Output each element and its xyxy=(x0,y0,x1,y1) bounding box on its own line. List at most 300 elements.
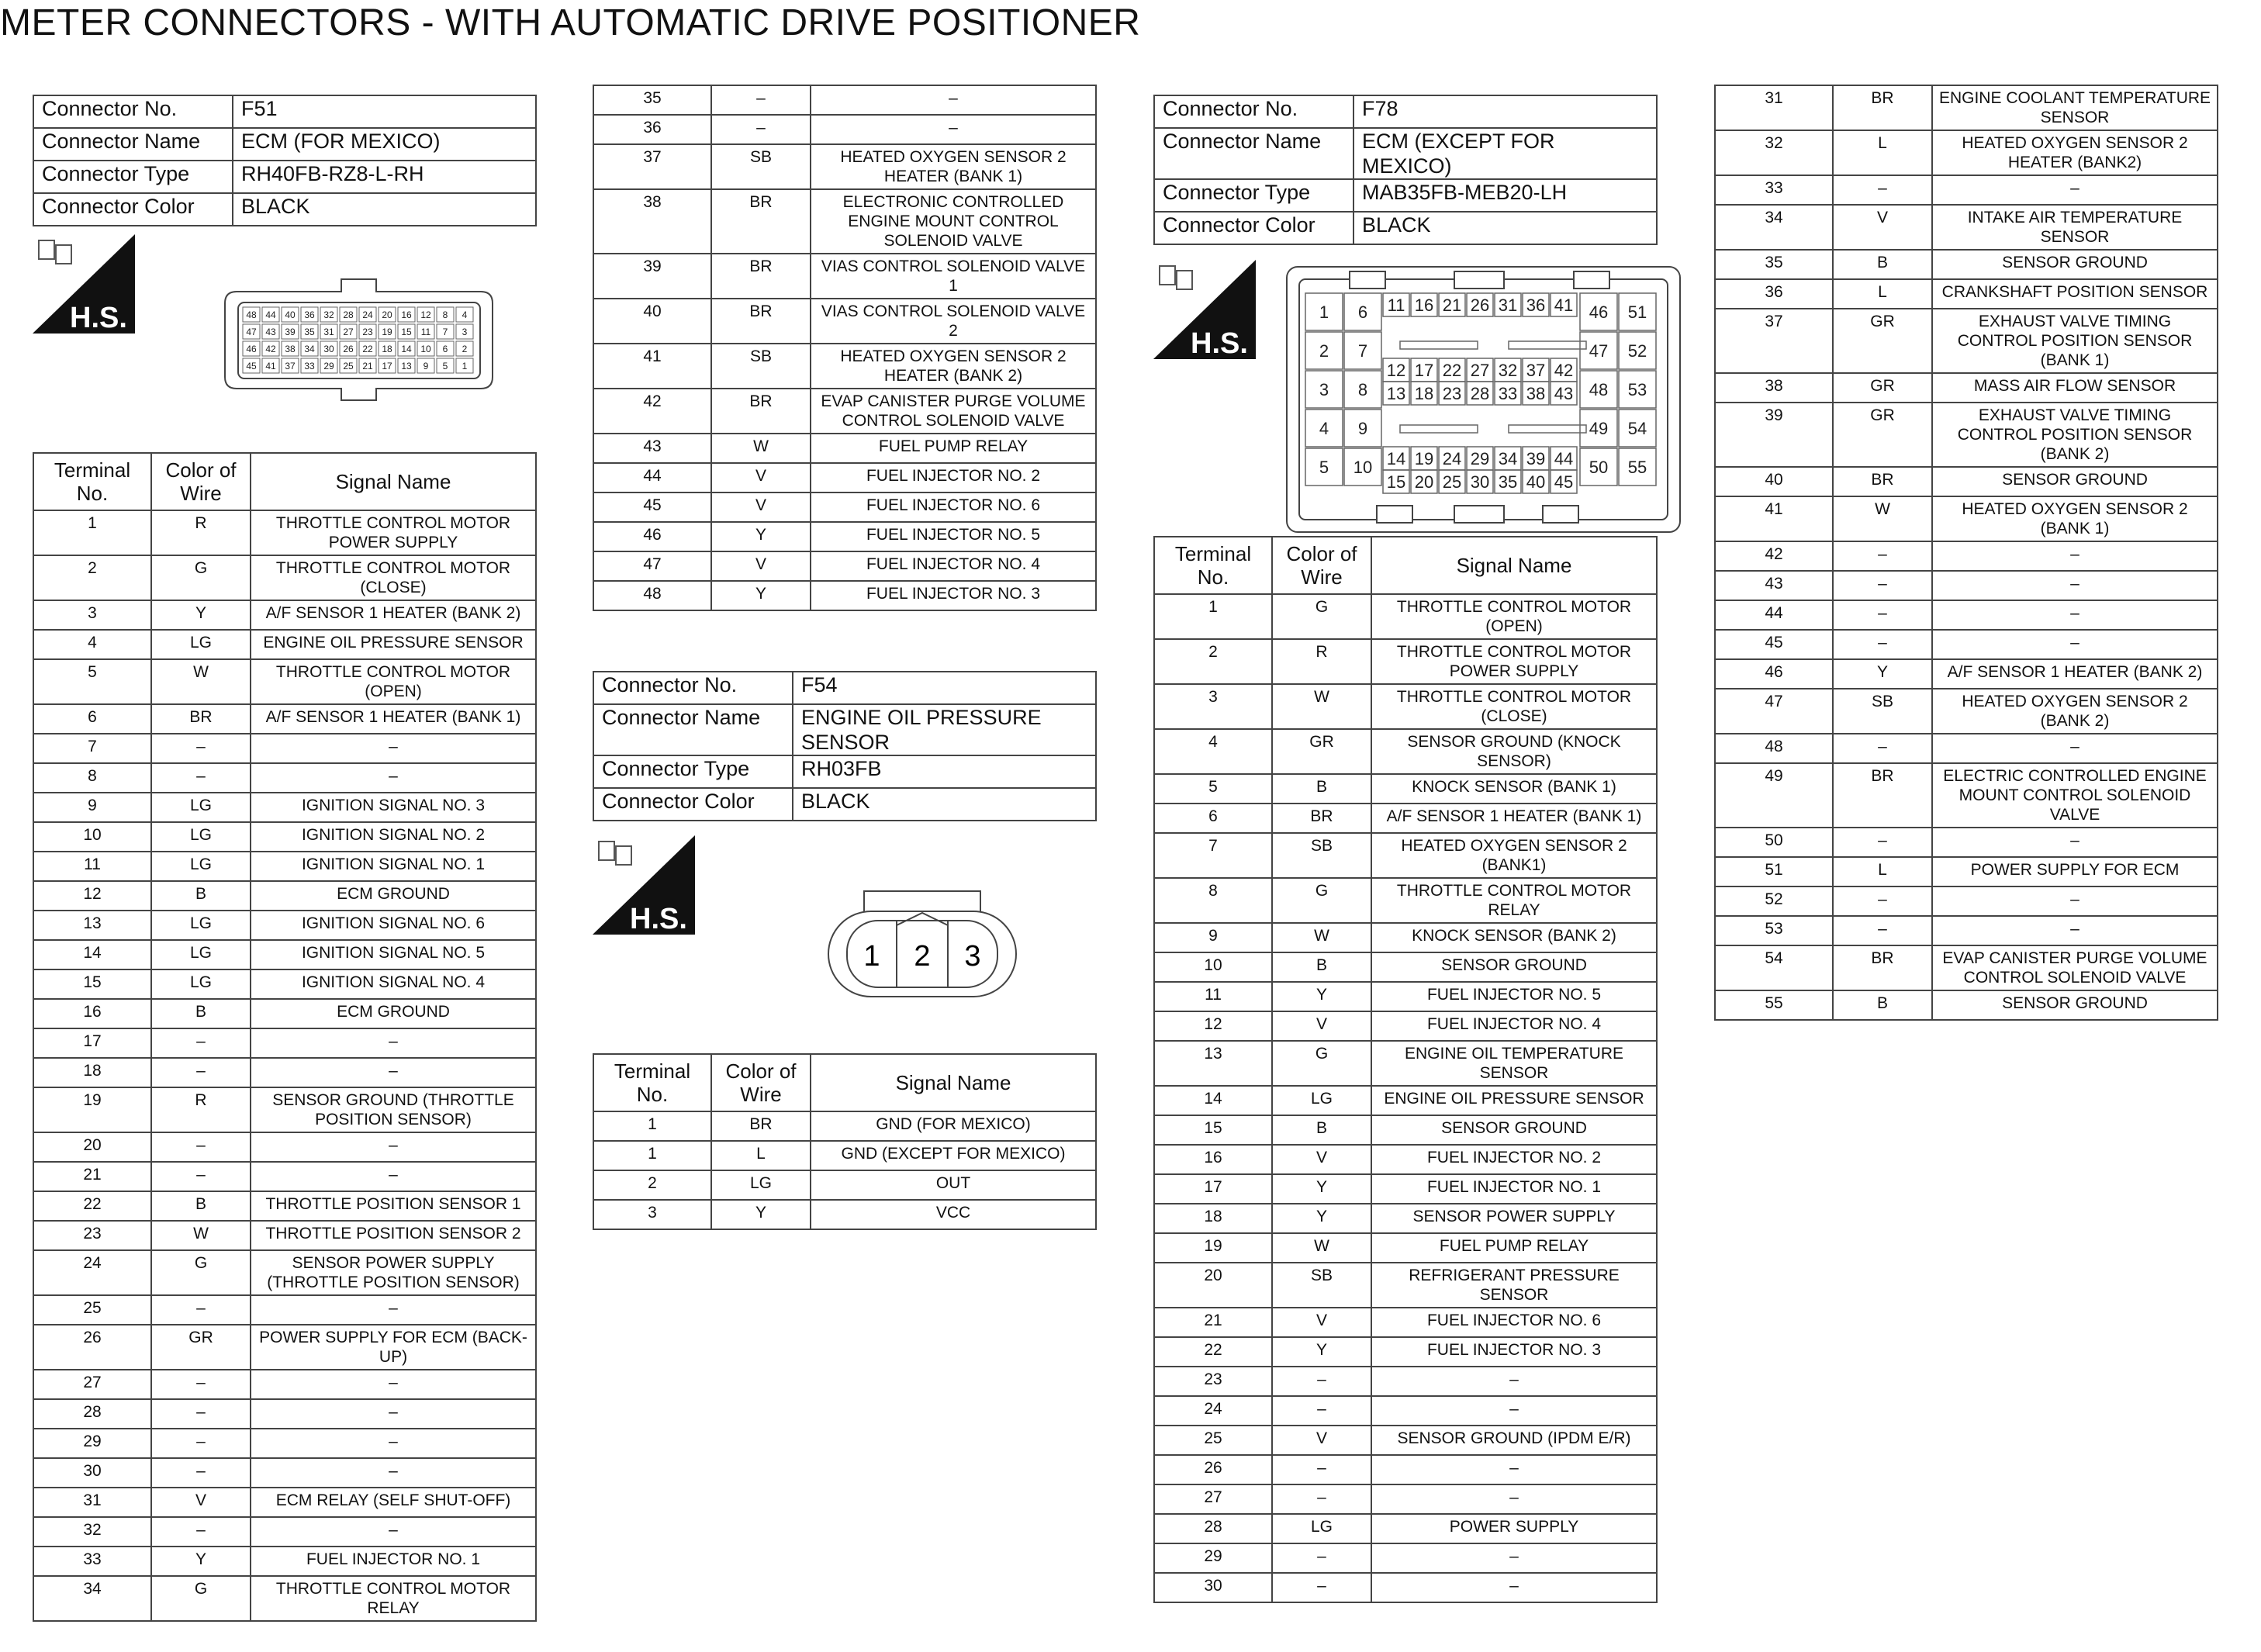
terminal-no-cell: 24 xyxy=(1154,1396,1272,1426)
table-row xyxy=(1154,1367,1657,1396)
signal-name-cell: – xyxy=(251,1370,536,1399)
terminal-no-cell: 37 xyxy=(1715,309,1833,373)
table-row xyxy=(1715,689,2218,734)
terminal-no-cell: 12 xyxy=(1154,1011,1272,1041)
f51-pin-label: 16 xyxy=(401,309,412,320)
f78-pin-label: 54 xyxy=(1627,419,1647,438)
signal-name-cell: KNOCK SENSOR (BANK 2) xyxy=(1371,923,1657,952)
signal-name-cell: – xyxy=(251,1399,536,1429)
label-connector-type: Connector Type xyxy=(593,755,793,788)
f78-pin-label: 9 xyxy=(1357,419,1368,438)
signal-name-cell: GND (EXCEPT FOR MEXICO) xyxy=(811,1141,1096,1170)
wire-color-cell: G xyxy=(151,555,251,600)
table-row xyxy=(1715,279,2218,309)
table-row xyxy=(1154,639,1657,684)
table-row xyxy=(33,1058,536,1087)
terminal-no-cell: 21 xyxy=(33,1162,151,1191)
wire-color-cell: B xyxy=(1833,990,1932,1020)
f78-pin-label: 21 xyxy=(1442,295,1462,315)
wire-color-cell: G xyxy=(151,1250,251,1295)
f78-pin-label: 49 xyxy=(1589,419,1609,438)
wire-color-cell: – xyxy=(1833,541,1932,571)
label-connector-name: Connector Name xyxy=(1154,128,1353,179)
signal-name-cell: ENGINE OIL PRESSURE SENSOR xyxy=(1371,1086,1657,1115)
table-row xyxy=(33,999,536,1028)
wire-color-cell: – xyxy=(1833,571,1932,600)
f51-terminal-table xyxy=(33,452,537,1622)
f54-pin-3: 3 xyxy=(964,940,981,973)
hs-badge-icon xyxy=(33,234,135,334)
f78-terminal-table-continued xyxy=(1714,85,2218,1021)
signal-name-cell: FUEL INJECTOR NO. 5 xyxy=(1371,982,1657,1011)
signal-name-cell: ENGINE OIL PRESSURE SENSOR xyxy=(251,630,536,659)
table-row xyxy=(1715,205,2218,250)
terminal-no-cell: 13 xyxy=(1154,1041,1272,1086)
terminal-no-cell: 28 xyxy=(33,1399,151,1429)
f51-pin-label: 22 xyxy=(362,344,373,354)
signal-name-cell: SENSOR GROUND xyxy=(1932,990,2218,1020)
signal-name-cell: THROTTLE CONTROL MOTOR (CLOSE) xyxy=(1371,684,1657,729)
hs-badge-icon xyxy=(1153,260,1256,359)
wire-color-cell: V xyxy=(711,492,811,522)
wire-color-cell: W xyxy=(151,659,251,704)
terminal-no-cell: 41 xyxy=(593,344,711,389)
f51-pin-label: 28 xyxy=(343,309,354,320)
terminal-no-cell: 6 xyxy=(1154,804,1272,833)
wire-color-cell: B xyxy=(151,1191,251,1221)
wire-color-cell: BR xyxy=(1833,467,1932,496)
f78-pin-label: 23 xyxy=(1442,384,1462,403)
f51-pin-label: 3 xyxy=(462,327,468,337)
f51-pin-label: 35 xyxy=(304,327,315,337)
signal-name-cell: – xyxy=(1932,630,2218,659)
wire-color-cell: V xyxy=(711,463,811,492)
f51-pin-label: 47 xyxy=(246,327,257,337)
terminal-no-cell: 34 xyxy=(33,1576,151,1621)
signal-name-cell: THROTTLE CONTROL MOTOR (CLOSE) xyxy=(251,555,536,600)
signal-name-cell: THROTTLE CONTROL MOTOR POWER SUPPLY xyxy=(1371,639,1657,684)
wire-color-cell: W xyxy=(1833,496,1932,541)
terminal-no-cell: 1 xyxy=(33,510,151,555)
wire-color-cell: BR xyxy=(151,704,251,734)
signal-name-cell: FUEL INJECTOR NO. 1 xyxy=(251,1547,536,1576)
f54-terminal-table xyxy=(593,1053,1097,1230)
f78-pin-label: 7 xyxy=(1357,341,1368,361)
table-row xyxy=(593,1200,1096,1229)
wire-color-cell: L xyxy=(711,1141,811,1170)
table-row xyxy=(1154,1086,1657,1115)
signal-name-cell: – xyxy=(251,1429,536,1458)
table-row xyxy=(593,344,1096,389)
f51-pin-label: 23 xyxy=(362,327,373,337)
terminal-no-cell: 38 xyxy=(593,189,711,254)
wire-color-cell: L xyxy=(1833,857,1932,886)
table-row xyxy=(593,492,1096,522)
table-row xyxy=(593,1111,1096,1141)
signal-name-cell: ENGINE COOLANT TEMPERATURE SENSOR xyxy=(1932,85,2218,130)
terminal-no-cell: 42 xyxy=(1715,541,1833,571)
signal-name-cell: – xyxy=(1932,541,2218,571)
table-row xyxy=(1715,85,2218,130)
header-color-of-wire: Color of Wire xyxy=(151,453,251,510)
table-row xyxy=(33,734,536,763)
terminal-no-cell: 27 xyxy=(1154,1484,1272,1514)
terminal-no-cell: 43 xyxy=(593,434,711,463)
table-row xyxy=(1715,734,2218,763)
table-row xyxy=(33,1295,536,1325)
f51-pin-label: 41 xyxy=(265,361,276,372)
signal-name-cell: SENSOR GROUND (THROTTLE POSITION SENSOR) xyxy=(251,1087,536,1132)
terminal-no-cell: 32 xyxy=(1715,130,1833,175)
table-row xyxy=(1154,952,1657,982)
wire-color-cell: G xyxy=(1272,878,1371,923)
wire-color-cell: – xyxy=(1272,1396,1371,1426)
f78-pin-label: 34 xyxy=(1498,449,1518,468)
table-row xyxy=(593,551,1096,581)
table-row xyxy=(1715,130,2218,175)
signal-name-cell: HEATED OXYGEN SENSOR 2 HEATER (BANK2) xyxy=(1932,130,2218,175)
signal-name-cell: SENSOR GROUND (KNOCK SENSOR) xyxy=(1371,729,1657,774)
f78-pin-label: 39 xyxy=(1526,449,1546,468)
key-slot xyxy=(1400,341,1478,349)
f78-pin-label: 12 xyxy=(1386,361,1406,380)
wire-color-cell: BR xyxy=(1833,945,1932,990)
terminal-no-cell: 36 xyxy=(593,115,711,144)
label-connector-no: Connector No. xyxy=(1154,95,1353,128)
table-row xyxy=(33,1162,536,1191)
wire-color-cell: BR xyxy=(711,389,811,434)
terminal-no-cell: 55 xyxy=(1715,990,1833,1020)
table-row xyxy=(1715,600,2218,630)
f51-pin-label: 8 xyxy=(442,309,448,320)
f78-pin-label: 15 xyxy=(1386,472,1406,492)
f51-pin-label: 29 xyxy=(323,361,334,372)
label-connector-no: Connector No. xyxy=(593,672,793,704)
signal-name-cell: EXHAUST VALVE TIMING CONTROL POSITION SENSOR (BANK 2) xyxy=(1932,403,2218,467)
wire-color-cell: BR xyxy=(711,1111,811,1141)
signal-name-cell: HEATED OXYGEN SENSOR 2 HEATER (BANK 2) xyxy=(811,344,1096,389)
table-row xyxy=(1715,467,2218,496)
wire-color-cell: G xyxy=(151,1576,251,1621)
terminal-no-cell: 43 xyxy=(1715,571,1833,600)
f51-pin-label: 36 xyxy=(304,309,315,320)
table-row xyxy=(1154,774,1657,804)
table-row xyxy=(1154,1174,1657,1204)
terminal-no-cell: 6 xyxy=(33,704,151,734)
signal-name-cell: – xyxy=(1371,1396,1657,1426)
terminal-no-cell: 38 xyxy=(1715,373,1833,403)
terminal-no-cell: 12 xyxy=(33,881,151,911)
signal-name-cell: – xyxy=(1371,1367,1657,1396)
terminal-no-cell: 23 xyxy=(33,1221,151,1250)
table-row xyxy=(33,1221,536,1250)
wire-color-cell: GR xyxy=(1272,729,1371,774)
f51-pin-label: 12 xyxy=(420,309,431,320)
f78-pin-label: 18 xyxy=(1414,384,1434,403)
signal-name-cell: IGNITION SIGNAL NO. 4 xyxy=(251,969,536,999)
f51-pin-label: 30 xyxy=(323,344,334,354)
terminal-no-cell: 49 xyxy=(1715,763,1833,828)
signal-name-cell: HEATED OXYGEN SENSOR 2 (BANK 2) xyxy=(1932,689,2218,734)
signal-name-cell: – xyxy=(251,1295,536,1325)
f51-pin-label: 26 xyxy=(343,344,354,354)
f51-pin-label: 1 xyxy=(462,361,468,372)
signal-name-cell: ENGINE OIL TEMPERATURE SENSOR xyxy=(1371,1041,1657,1086)
wire-color-cell: – xyxy=(1272,1484,1371,1514)
table-row xyxy=(1154,684,1657,729)
signal-name-cell: THROTTLE CONTROL MOTOR RELAY xyxy=(1371,878,1657,923)
f51-pin-label: 5 xyxy=(442,361,448,372)
table-row xyxy=(1154,1337,1657,1367)
terminal-no-cell: 35 xyxy=(593,85,711,115)
f51-pin-label: 33 xyxy=(304,361,315,372)
f51-pin-label: 15 xyxy=(401,327,412,337)
terminal-no-cell: 1 xyxy=(593,1111,711,1141)
terminal-no-cell: 8 xyxy=(1154,878,1272,923)
signal-name-cell: KNOCK SENSOR (BANK 1) xyxy=(1371,774,1657,804)
wire-color-cell: BR xyxy=(1272,804,1371,833)
wire-color-cell: – xyxy=(151,1058,251,1087)
page-title: METER CONNECTORS - WITH AUTOMATIC DRIVE POSITIONER xyxy=(0,2,1141,43)
f78-pin-label: 6 xyxy=(1357,302,1368,322)
table-row xyxy=(33,1250,536,1295)
f78-pin-label: 1 xyxy=(1319,302,1329,322)
table-row xyxy=(33,911,536,940)
f78-pin-label: 24 xyxy=(1442,449,1462,468)
label-connector-no: Connector No. xyxy=(33,95,233,128)
terminal-no-cell: 53 xyxy=(1715,916,1833,945)
wire-color-cell: – xyxy=(151,763,251,793)
table-row xyxy=(33,555,536,600)
f78-pin-label: 32 xyxy=(1498,361,1518,380)
terminal-no-cell: 34 xyxy=(1715,205,1833,250)
f51-pin-label: 46 xyxy=(246,344,257,354)
signal-name-cell: SENSOR GROUND xyxy=(1932,250,2218,279)
f78-pin-label: 48 xyxy=(1589,380,1609,399)
terminal-no-cell: 50 xyxy=(1715,828,1833,857)
header-color-of-wire: Color of Wire xyxy=(711,1054,811,1111)
wire-color-cell: GR xyxy=(151,1325,251,1370)
header-color-of-wire: Color of Wire xyxy=(1272,537,1371,594)
wire-color-cell: – xyxy=(151,1028,251,1058)
f54-connector-info xyxy=(593,671,1097,821)
wire-color-cell: B xyxy=(1272,774,1371,804)
f51-pin-label: 19 xyxy=(382,327,392,337)
f51-pin-label: 48 xyxy=(246,309,257,320)
wire-color-cell: G xyxy=(1272,594,1371,639)
table-row xyxy=(1154,594,1657,639)
f51-pin-label: 31 xyxy=(323,327,334,337)
table-row xyxy=(1154,1514,1657,1543)
table-row xyxy=(33,1429,536,1458)
signal-name-cell: ECM GROUND xyxy=(251,881,536,911)
terminal-no-cell: 47 xyxy=(593,551,711,581)
signal-name-cell: FUEL INJECTOR NO. 4 xyxy=(811,551,1096,581)
terminal-no-cell: 18 xyxy=(1154,1204,1272,1233)
table-row xyxy=(33,704,536,734)
wire-color-cell: GR xyxy=(1833,373,1932,403)
table-row xyxy=(33,630,536,659)
wire-color-cell: BR xyxy=(1833,763,1932,828)
f54-connector-color: BLACK xyxy=(793,788,1096,821)
signal-name-cell: – xyxy=(811,115,1096,144)
f78-pin-label: 4 xyxy=(1319,419,1329,438)
f51-connector-info xyxy=(33,95,537,226)
f54-connector-no: F54 xyxy=(793,672,1096,704)
table-row xyxy=(1715,763,2218,828)
wire-color-cell: Y xyxy=(151,600,251,630)
wire-color-cell: W xyxy=(1272,923,1371,952)
signal-name-cell: INTAKE AIR TEMPERATURE SENSOR xyxy=(1932,205,2218,250)
signal-name-cell: A/F SENSOR 1 HEATER (BANK 2) xyxy=(251,600,536,630)
signal-name-cell: GND (FOR MEXICO) xyxy=(811,1111,1096,1141)
table-row xyxy=(33,600,536,630)
terminal-no-cell: 45 xyxy=(593,492,711,522)
wire-color-cell: L xyxy=(1833,279,1932,309)
terminal-no-cell: 7 xyxy=(1154,833,1272,878)
table-row xyxy=(1154,1484,1657,1514)
wire-color-cell: – xyxy=(151,1517,251,1547)
signal-name-cell: THROTTLE POSITION SENSOR 1 xyxy=(251,1191,536,1221)
terminal-no-cell: 48 xyxy=(1715,734,1833,763)
f51-pin-label: 43 xyxy=(265,327,276,337)
wire-color-cell: R xyxy=(151,1087,251,1132)
f78-pin-label: 17 xyxy=(1414,361,1434,380)
table-row xyxy=(1154,1426,1657,1455)
wire-color-cell: – xyxy=(151,1399,251,1429)
wire-color-cell: Y xyxy=(1272,1174,1371,1204)
signal-name-cell: – xyxy=(1932,175,2218,205)
signal-name-cell: – xyxy=(1932,916,2218,945)
table-row xyxy=(593,463,1096,492)
wire-color-cell: – xyxy=(1833,828,1932,857)
header-terminal-no: Terminal No. xyxy=(1154,537,1272,594)
table-row xyxy=(1715,945,2218,990)
signal-name-cell: – xyxy=(251,1517,536,1547)
wire-color-cell: – xyxy=(151,1162,251,1191)
f78-pin-label: 16 xyxy=(1414,295,1434,315)
f51-pin-label: 18 xyxy=(382,344,392,354)
table-row xyxy=(1154,1263,1657,1308)
terminal-no-cell: 44 xyxy=(1715,600,1833,630)
hs-badge-icon xyxy=(593,835,695,935)
table-row xyxy=(1715,175,2218,205)
wire-color-cell: V xyxy=(1833,205,1932,250)
f51-pin-label: 21 xyxy=(362,361,373,372)
terminal-no-cell: 2 xyxy=(1154,639,1272,684)
f51-pin-label: 7 xyxy=(442,327,448,337)
wire-color-cell: BR xyxy=(1833,85,1932,130)
signal-name-cell: FUEL PUMP RELAY xyxy=(811,434,1096,463)
wire-color-cell: GR xyxy=(1833,309,1932,373)
f54-connector-type: RH03FB xyxy=(793,755,1096,788)
table-row xyxy=(593,434,1096,463)
table-row xyxy=(1715,403,2218,467)
table-row xyxy=(1154,1396,1657,1426)
signal-name-cell: IGNITION SIGNAL NO. 1 xyxy=(251,852,536,881)
wire-color-cell: GR xyxy=(1833,403,1932,467)
signal-name-cell: FUEL INJECTOR NO. 4 xyxy=(1371,1011,1657,1041)
f78-pin-label: 29 xyxy=(1470,449,1490,468)
wire-color-cell: Y xyxy=(711,581,811,610)
f78-pin-label: 47 xyxy=(1589,341,1609,361)
f51-pin-label: 2 xyxy=(462,344,468,354)
terminal-no-cell: 46 xyxy=(1715,659,1833,689)
f78-pin-label: 2 xyxy=(1319,341,1329,361)
key-slot xyxy=(1400,425,1478,433)
terminal-no-cell: 36 xyxy=(1715,279,1833,309)
wire-color-cell: SB xyxy=(1833,689,1932,734)
label-connector-name: Connector Name xyxy=(593,704,793,755)
signal-name-cell: HEATED OXYGEN SENSOR 2 (BANK1) xyxy=(1371,833,1657,878)
table-row xyxy=(33,1028,536,1058)
signal-name-cell: – xyxy=(1932,734,2218,763)
wire-color-cell: BR xyxy=(711,254,811,299)
f78-pin-label: 28 xyxy=(1470,384,1490,403)
hs-label: H.S. xyxy=(70,302,127,334)
table-row xyxy=(1154,1204,1657,1233)
signal-name-cell: SENSOR POWER SUPPLY (THROTTLE POSITION SENSOR) xyxy=(251,1250,536,1295)
terminal-no-cell: 27 xyxy=(33,1370,151,1399)
signal-name-cell: A/F SENSOR 1 HEATER (BANK 1) xyxy=(251,704,536,734)
terminal-no-cell: 19 xyxy=(1154,1233,1272,1263)
terminal-no-cell: 20 xyxy=(1154,1263,1272,1308)
f78-connector-type: MAB35FB-MEB20-LH xyxy=(1353,179,1657,212)
f51-pin-label: 25 xyxy=(343,361,354,372)
terminal-no-cell: 40 xyxy=(593,299,711,344)
terminal-no-cell: 5 xyxy=(33,659,151,704)
table-row xyxy=(1154,1573,1657,1602)
f78-pin-label: 33 xyxy=(1498,384,1518,403)
signal-name-cell: EXHAUST VALVE TIMING CONTROL POSITION SENSOR (BANK 1) xyxy=(1932,309,2218,373)
terminal-no-cell: 39 xyxy=(1715,403,1833,467)
header-signal-name: Signal Name xyxy=(811,1054,1096,1111)
label-connector-color: Connector Color xyxy=(593,788,793,821)
terminal-no-cell: 19 xyxy=(33,1087,151,1132)
signal-name-cell: FUEL INJECTOR NO. 6 xyxy=(811,492,1096,522)
f51-pin-label: 32 xyxy=(323,309,334,320)
terminal-no-cell: 15 xyxy=(1154,1115,1272,1145)
signal-name-cell: IGNITION SIGNAL NO. 5 xyxy=(251,940,536,969)
f51-pin-label: 11 xyxy=(420,327,431,337)
wire-color-cell: LG xyxy=(151,630,251,659)
terminal-no-cell: 30 xyxy=(33,1458,151,1488)
signal-name-cell: – xyxy=(251,1458,536,1488)
wire-color-cell: – xyxy=(1272,1455,1371,1484)
signal-name-cell: ELECTRONIC CONTROLLED ENGINE MOUNT CONTROL SOLENOID VALVE xyxy=(811,189,1096,254)
wire-color-cell: – xyxy=(1272,1367,1371,1396)
table-row xyxy=(1715,309,2218,373)
terminal-no-cell: 14 xyxy=(1154,1086,1272,1115)
table-row xyxy=(33,1087,536,1132)
f78-connector-info xyxy=(1153,95,1658,245)
table-row xyxy=(1715,373,2218,403)
terminal-no-cell: 9 xyxy=(33,793,151,822)
terminal-no-cell: 16 xyxy=(1154,1145,1272,1174)
table-row xyxy=(33,822,536,852)
f78-pin-label: 19 xyxy=(1414,449,1434,468)
f51-connector-no: F51 xyxy=(233,95,536,128)
signal-name-cell: FUEL PUMP RELAY xyxy=(1371,1233,1657,1263)
wire-color-cell: LG xyxy=(151,852,251,881)
table-row xyxy=(33,881,536,911)
table-row xyxy=(593,389,1096,434)
wire-color-cell: B xyxy=(1272,1115,1371,1145)
table-row xyxy=(33,1517,536,1547)
terminal-no-cell: 5 xyxy=(1154,774,1272,804)
f78-pin-label: 5 xyxy=(1319,458,1329,477)
wire-color-cell: – xyxy=(711,115,811,144)
